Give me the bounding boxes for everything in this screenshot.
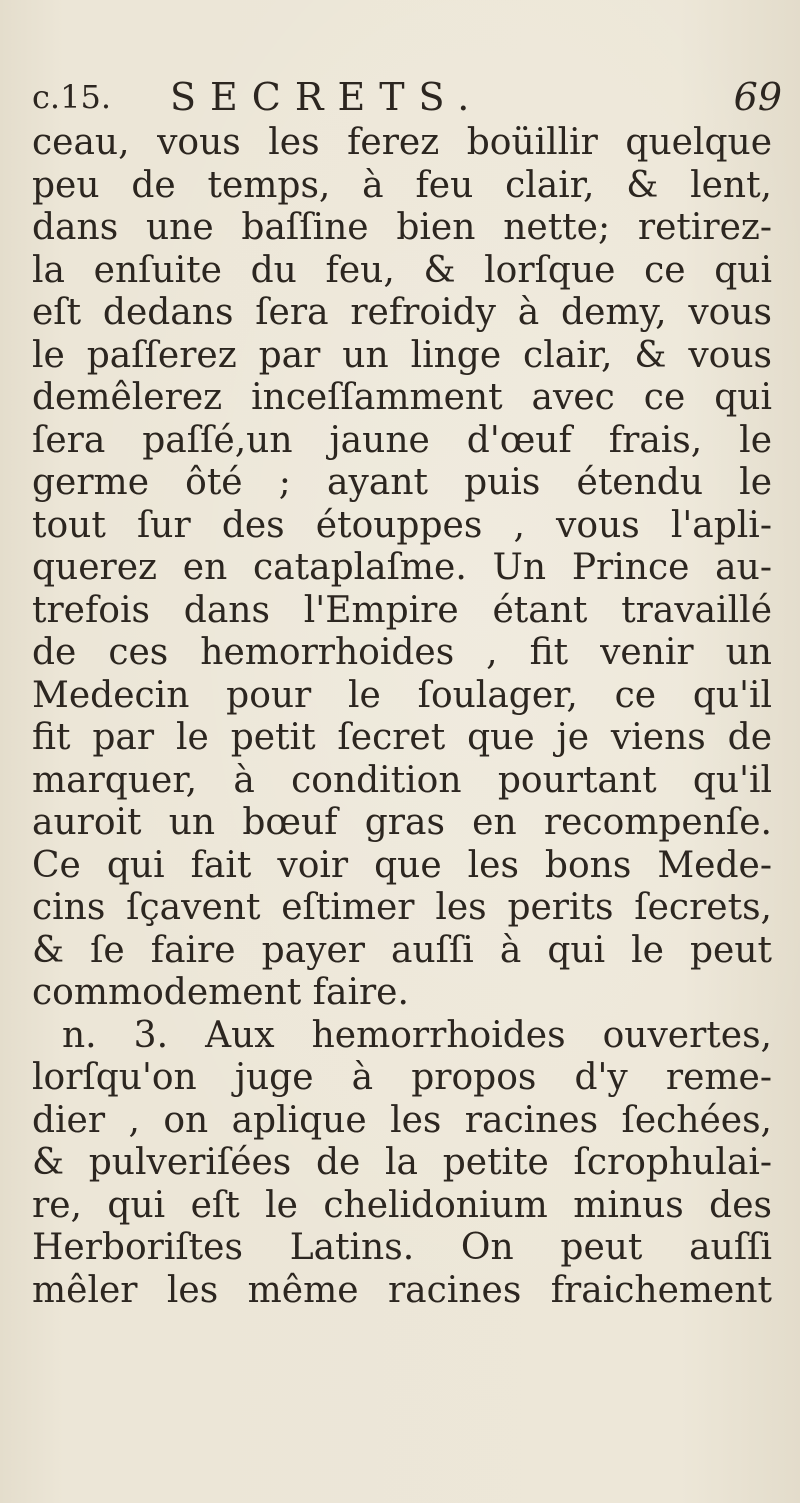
text-line: de ces hemorrhoides , fit venir un (32, 632, 772, 673)
body-text (32, 122, 772, 1312)
text-line: dans une baſſine bien nette; retirez- (32, 207, 772, 248)
text-line: la enſuite du feu, & lorſque ce qui (32, 249, 772, 291)
text-line: Ce qui fait voir que les bons Mede- (32, 844, 772, 886)
text-line-paragraph-start: n. 3. Aux hemorrhoides ouvertes, (62, 1014, 772, 1056)
text-line: ceau, vous les ferez boüillir quelque (32, 122, 772, 163)
text-line: Medecin pour le ſoulager, ce qu'il (32, 674, 772, 716)
text-line: marquer, à condition pourtant qu'il (32, 759, 772, 801)
text-line: dier , on aplique les racines ſechées, (32, 1099, 772, 1141)
text-line: ſera paſſé,un jaune d'œuf frais, le (32, 419, 772, 461)
text-line-paragraph-end: commodement faire. (32, 972, 409, 1013)
text-line: querez en cataplaſme. Un Prince au- (32, 547, 772, 588)
text-line: mêler les même racines fraichement (32, 1269, 772, 1311)
text-line: lorſqu'on juge à propos d'y reme- (32, 1057, 772, 1098)
text-line: & pulveriſées de la petite ſcrophulai- (32, 1142, 772, 1183)
text-line: demêlerez inceſſamment avec ce qui (32, 377, 772, 418)
text-line: re, qui eſt le chelidonium minus des (32, 1184, 772, 1226)
text-line: trefois dans l'Empire étant travaillé (32, 589, 772, 631)
chapter-number: c.15. (32, 78, 111, 116)
text-line: fit par le petit ſecret que je viens de (32, 717, 772, 758)
page-number: 69 (733, 75, 782, 119)
text-line: Herboriſtes Latins. On peut auſſi (32, 1227, 772, 1268)
text-line: cins ſçavent eſtimer les perits ſecrets, (32, 887, 772, 928)
text-line: auroit un bœuf gras en recompenſe. (32, 802, 772, 843)
text-line: le paſſerez par un linge clair, & vous (32, 334, 772, 376)
text-line: peu de temps, à feu clair, & lent, (32, 164, 772, 206)
text-line: & ſe faire payer auſſi à qui le peut (32, 929, 772, 971)
text-line: tout ſur des étouppes , vous l'apli- (32, 504, 772, 546)
running-header (32, 72, 782, 122)
text-line: eſt dedans ſera refroidy à demy, vous (32, 292, 772, 333)
text-line: germe ôté ; ayant puis étendu le (32, 462, 772, 503)
running-title: SECRETS. (170, 75, 484, 119)
